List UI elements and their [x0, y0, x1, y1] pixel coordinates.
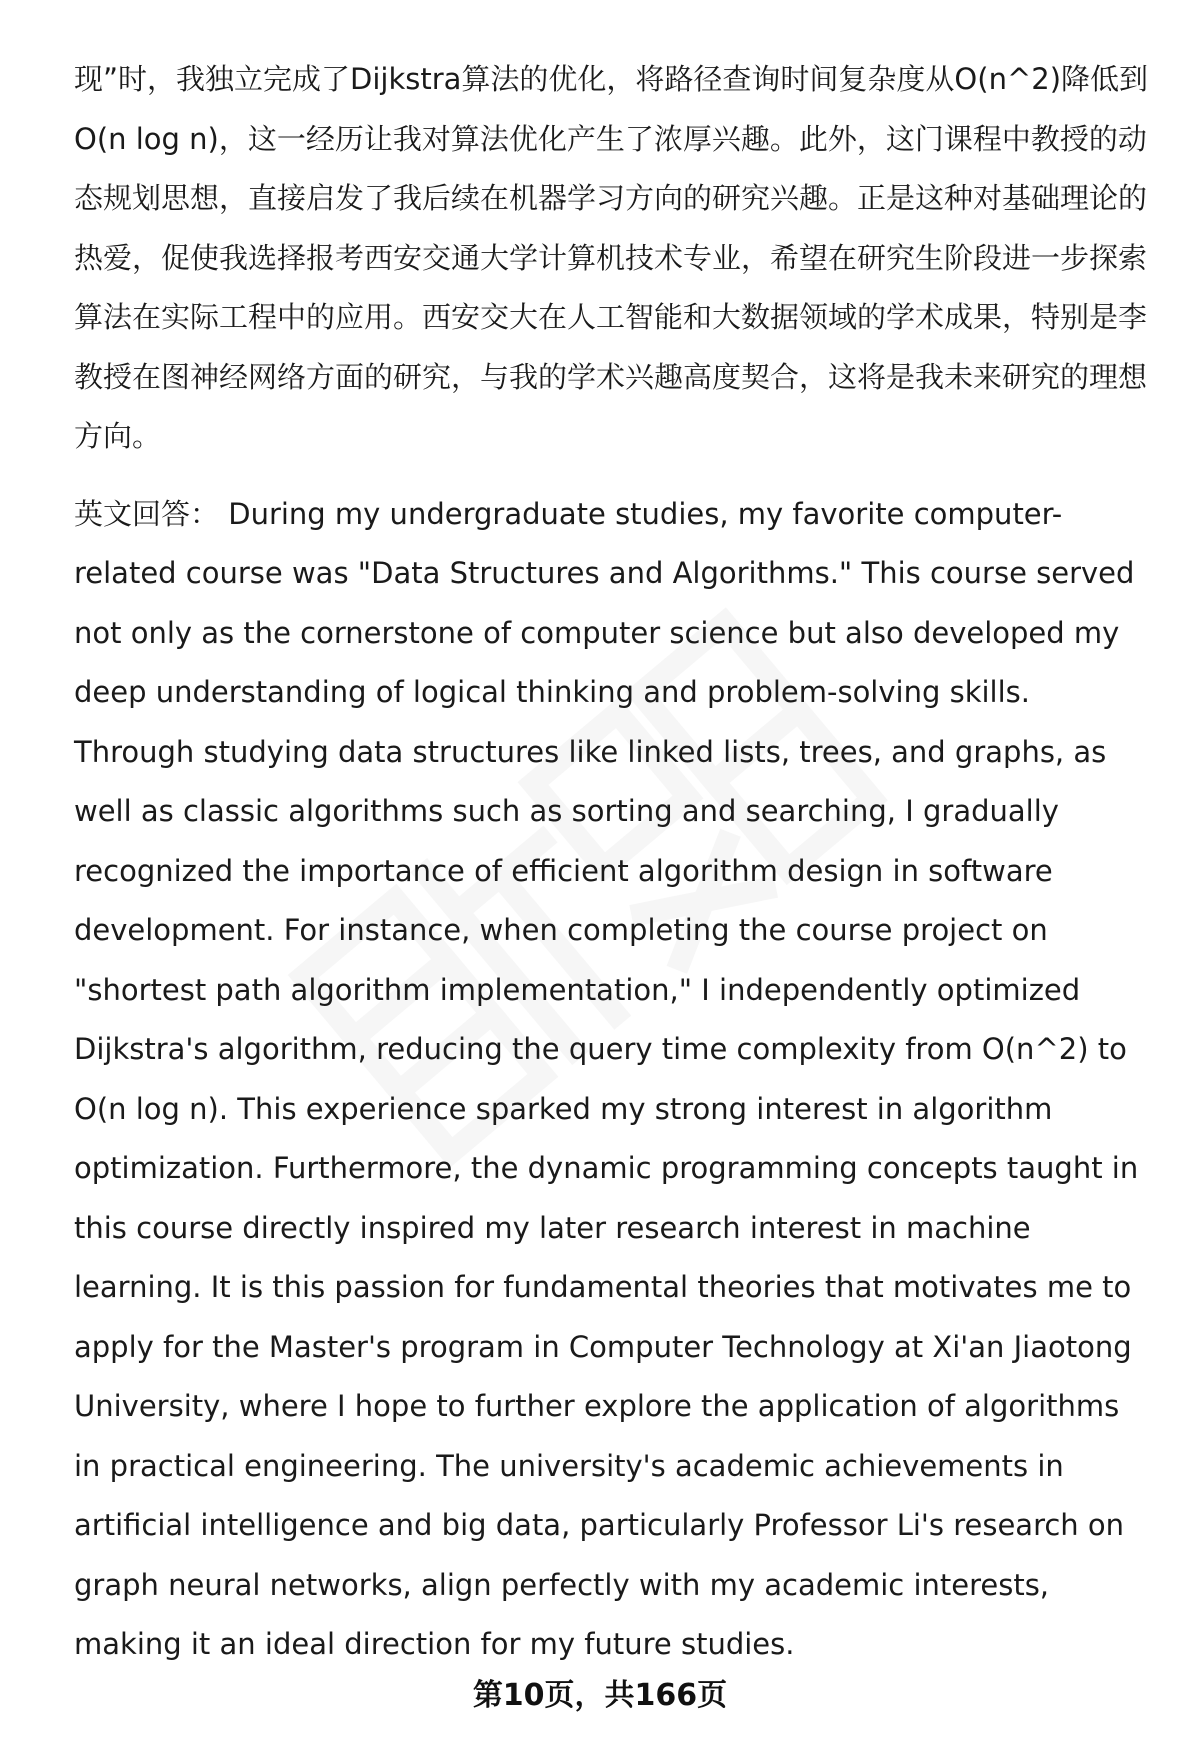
english-paragraph [74, 485, 1154, 1675]
chinese-paragraph: 现”时，我独立完成了Dijkstra算法的优化，将路径查询时间复杂度从O(n^2)降低到O(n log n)，这一经历让我对算法优化产生了浓厚兴趣。此外，这门课程中教授的动态规划思想，直接启发了我后续在机器学习方向的研究兴趣。正是这种对基础理论的热爱，促使我选择报考西安交通大学计算机技术专业，希望在研究生阶段进一步探索算法在实际工程中的应用。西安交大在人工智能和大数据领域的学术成果，特别是李教授在图神经网络方面的研究，与我的学术兴趣高度契合，这将是我未来研究的理想方向。 [74, 62, 1149, 453]
english-answer-label: 英文回答： [74, 496, 220, 531]
document-body [74, 50, 1154, 1675]
english-answer-text: During my undergraduate studies, my favorite computer-related course was "Data Structures and Algorithms." This course served not only as the cornerstone of computer science but also developed my deep understanding of logical thinking and problem-solving skills. Through studying data structures like linked lists, trees, and graphs, as well as classic algorithms such as sorting and searching, I gradually recognized the importance of efficient algorithm design in software development. For instance, when completing the course project on "shortest path algorithm implementation," I independently optimized Dijkstra's algorithm, reducing the query time complexity from O(n^2) to O(n log n). This experience sparked my strong interest in algorithm optimization. Furthermore, the dynamic programming concepts taught in this course directly inspired my later research interest in machine learning. It is this passion for fundamental theories that motivates me to apply for the Master's program in Computer Technology at Xi'an Jiaotong University, where I hope to further explore the application of algorithms in practical engineering. The university's academic achievements in artificial intelligence and big data, particularly Professor Li's research on graph neural networks, align perfectly with my academic interests, making it an ideal direction for my future studies. [74, 496, 1148, 1661]
page-number-footer: 第10页，共166页 [472, 1678, 728, 1713]
